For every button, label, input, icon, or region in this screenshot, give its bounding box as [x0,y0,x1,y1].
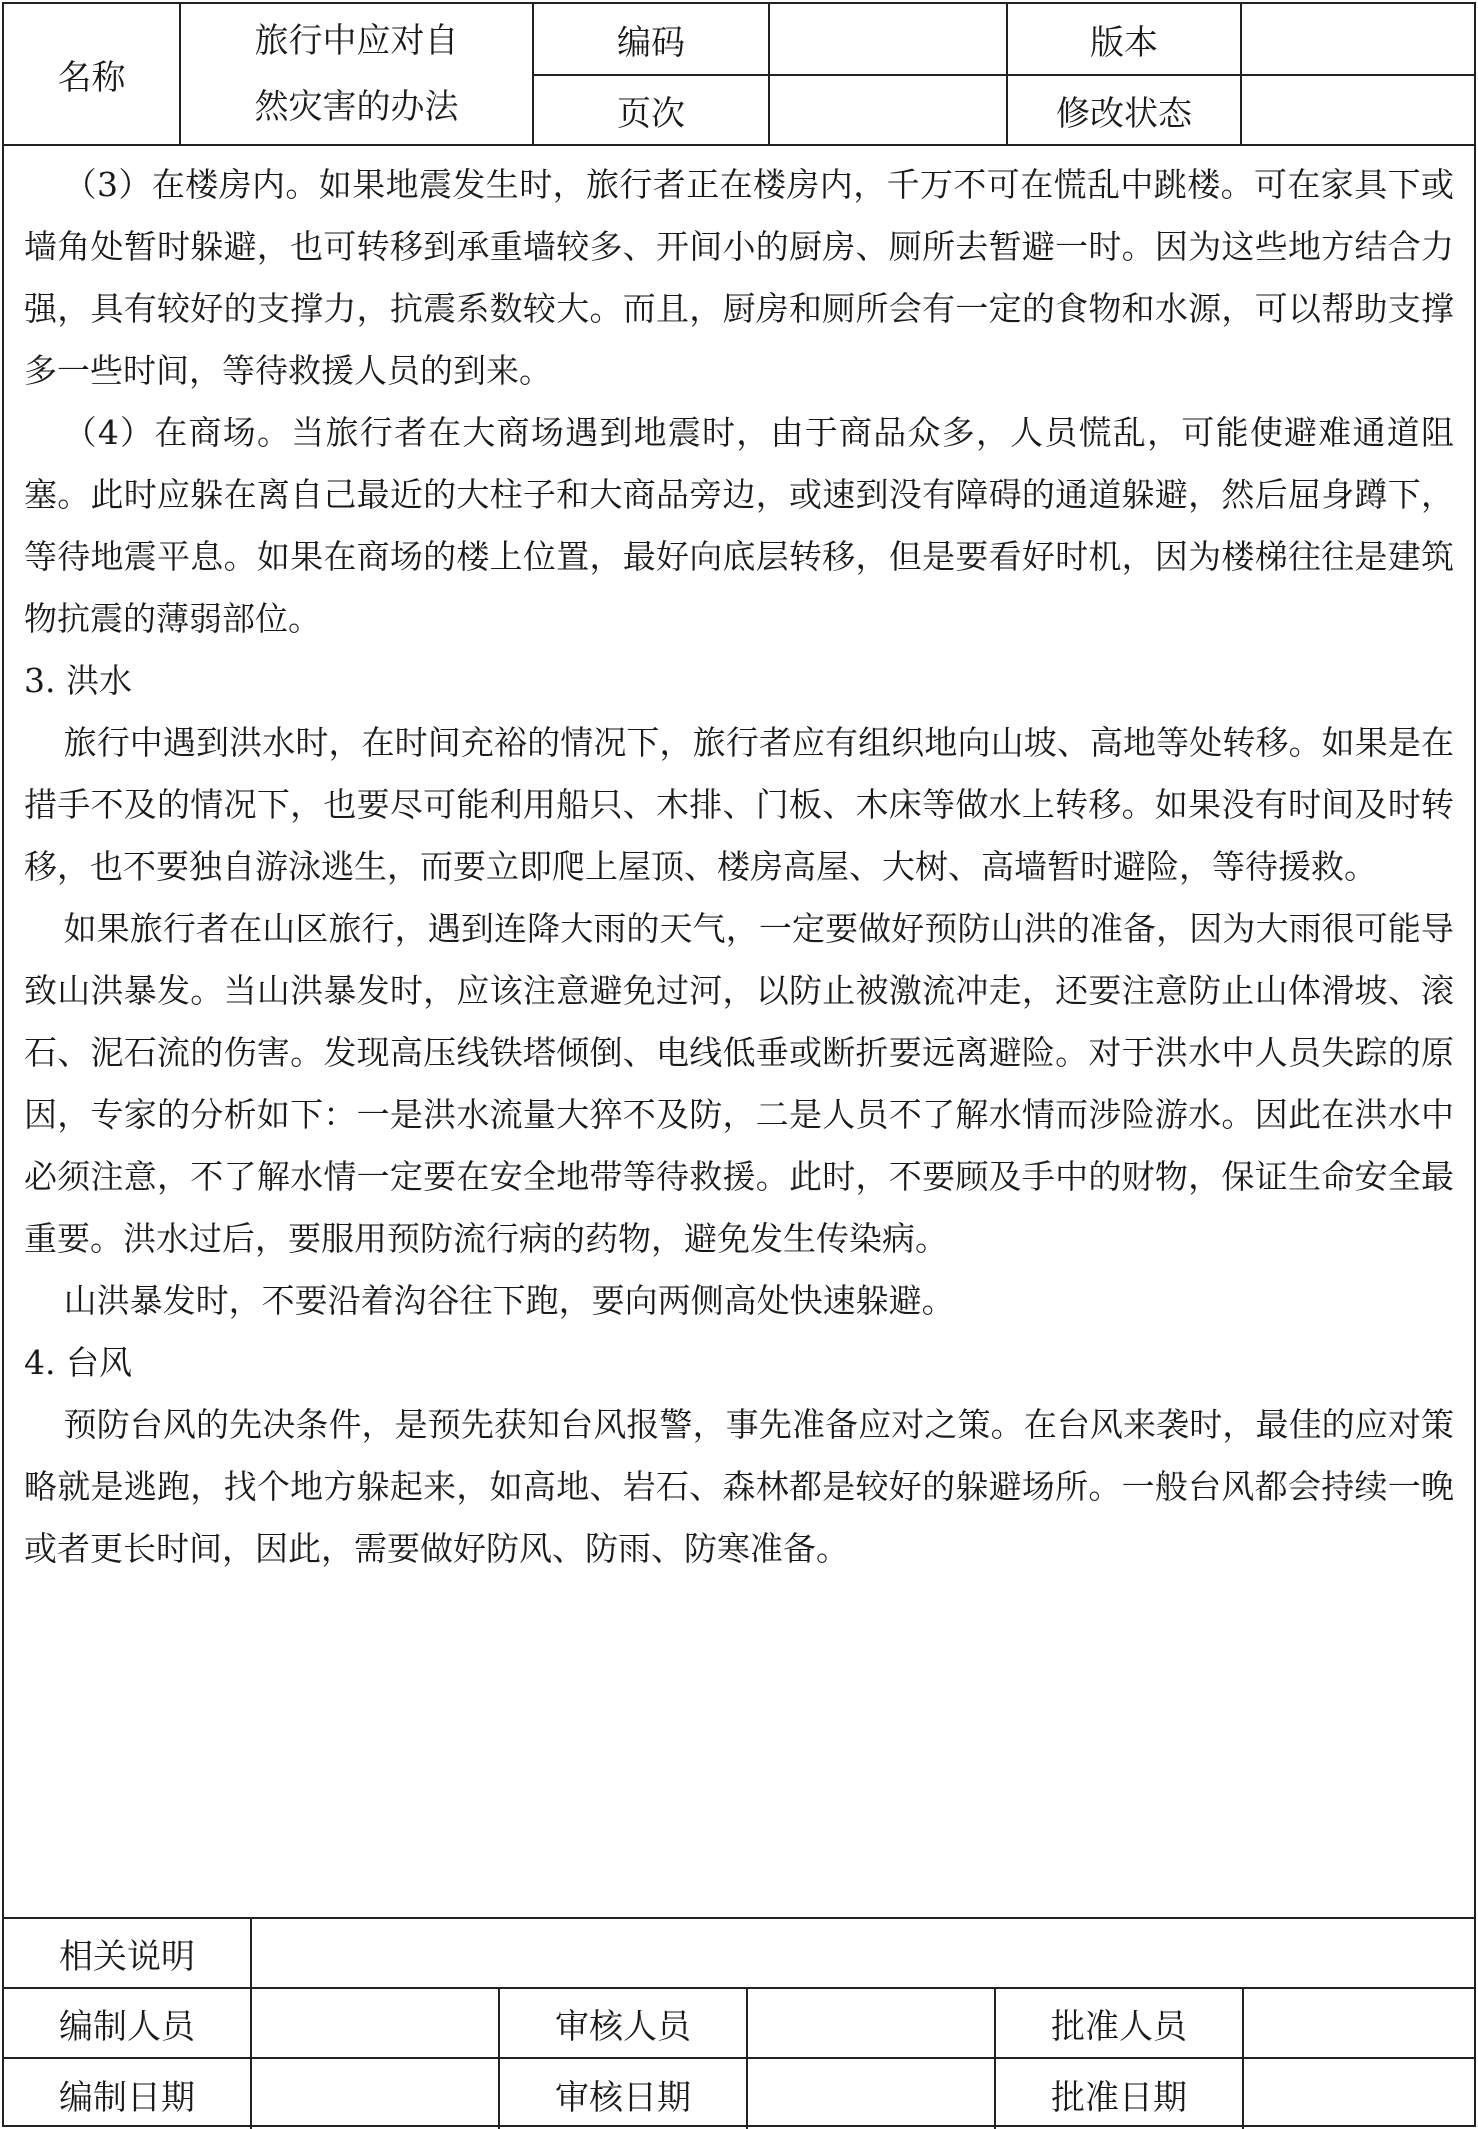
page-label: 页次 [617,93,685,134]
review-date-label: 审核日期 [555,2077,691,2118]
reviewer-label: 审核人员 [555,2006,691,2047]
paragraph-flood-transfer: 旅行中遇到洪水时，在时间充裕的情况下，旅行者应有组织地向山坡、高地等处转移。如果是在措手不及的情况下，也要尽可能利用船只、木排、门板、木床等做水上转移。如果没有时间及时转移，也不要独自游泳逃生，而要立即爬上屋顶、楼房高屋、大树、高墙暂时避险，等待援救。 [24,723,1454,886]
name-label: 名称 [57,57,126,98]
code-label: 编码 [617,22,685,63]
revision-value [1242,76,1476,144]
document-frame [2,2,1476,2127]
document-title [181,4,532,144]
document-body [4,146,1474,1917]
paragraph-mountain-flood: 如果旅行者在山区旅行，遇到连降大雨的天气，一定要做好预防山洪的准备，因为大雨很可能导致山洪暴发。当山洪暴发时，应该注意避免过河，以防止被激流冲走，还要注意防止山体滑坡、滚石、泥石流的伤害。发现高压线铁塔倾倒、电线低垂或断折要远离避险。对于洪水中人员失踪的原因，专家的分析如下：一是洪水流量大猝不及防，二是人员不了解水情而涉险游水。因此在洪水中必须注意，不了解水情一定要在安全地带等待救援。此时，不要顾及手中的财物，保证生命安全最重要。洪水过后，要服用预防流行病的药物，避免发生传染病。 [24,909,1454,1258]
approve-date-label: 批准日期 [1051,2077,1187,2118]
compile-date-label: 编制日期 [59,2077,195,2118]
paragraph-indoor: （3）在楼房内。如果地震发生时，旅行者正在楼房内，千万不可在慌乱中跳楼。可在家具下或墙角处暂时躲避，也可转移到承重墙较多、开间小的厨房、厕所去暂避一时。因为这些地方结合力强，具有较好的支撑力，抗震系数较大。而且，厨房和厕所会有一定的食物和水源，可以帮助支撑多一些时间，等待救援人员的到来。 [24,165,1454,390]
review-date-value [748,2059,994,2129]
version-value [1242,4,1476,74]
version-label: 版本 [1090,22,1158,63]
compiler-value [252,1989,498,2057]
code-value [770,4,1006,74]
section-title-typhoon: 4. 台风 [24,1343,132,1382]
document-title-line2: 然灾害的办法 [254,87,459,127]
notes-value [252,1919,1476,1987]
reviewer-value [748,1989,994,2057]
revision-label: 修改状态 [1056,93,1192,134]
footer-table [4,1917,1474,2129]
compile-date-value [252,2059,498,2129]
document-title-line1: 旅行中应对自 [254,21,459,61]
approver-value [1244,1989,1476,2057]
header-table [4,4,1474,146]
approve-date-value [1244,2059,1476,2129]
compiler-label: 编制人员 [59,2006,195,2047]
page-value [770,76,1006,144]
paragraph-flood-escape: 山洪暴发时，不要沿着沟谷往下跑，要向两侧高处快速躲避。 [63,1281,955,1320]
paragraph-typhoon: 预防台风的先决条件，是预先获知台风报警，事先准备应对之策。在台风来袭时，最佳的应对策略就是逃跑，找个地方躲起来，如高地、岩石、森林都是较好的躲避场所。一般台风都会持续一晚或者更长时间，因此，需要做好防风、防雨、防寒准备。 [24,1405,1454,1568]
notes-label: 相关说明 [59,1936,195,1977]
paragraph-mall: （4）在商场。当旅行者在大商场遇到地震时，由于商品众多，人员慌乱，可能使避难通道阻塞。此时应躲在离自己最近的大柱子和大商品旁边，或速到没有障碍的通道躲避，然后屈身蹲下，等待地震平息。如果在商场的楼上位置，最好向底层转移，但是要看好时机，因为楼梯往往是建筑物抗震的薄弱部位。 [24,413,1454,638]
section-title-flood: 3. 洪水 [24,661,132,700]
approver-label: 批准人员 [1051,2006,1187,2047]
